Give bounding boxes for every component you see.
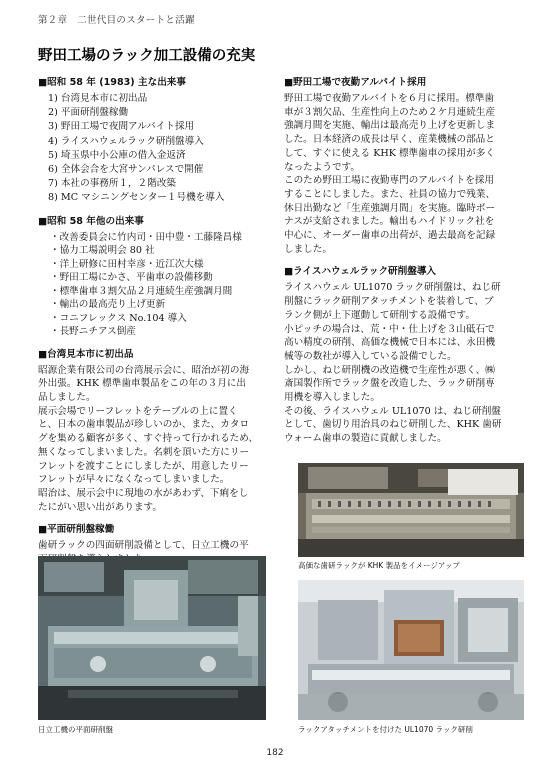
list-item: 4) ライスハウェルラック研削盤導入 bbox=[48, 135, 204, 147]
surface-grinder-caption: 日立工機の平面研削盤 bbox=[38, 725, 113, 734]
text-line: しかし、ねじ研削機の改造機で生産性が悪く、㈱ bbox=[284, 364, 495, 376]
other-events-list bbox=[38, 231, 270, 339]
list-item: 6) 全体会合を大宮サンパレスで開催 bbox=[48, 164, 204, 176]
text-line: 高い精度の研削、高価な機械で日本には、永田機 bbox=[284, 337, 496, 349]
list-item: 2) 平面研削盤稼働 bbox=[48, 107, 129, 119]
list-item: 3) 野田工場で夜間アルバイト採用 bbox=[48, 121, 195, 133]
text-line: 昭源企業有限公司の台湾展示会に、昭治が初の海 bbox=[38, 364, 250, 376]
section-heading-other-events: ■昭和 58 年他の出来事 bbox=[38, 215, 144, 227]
text-line: 品しました。 bbox=[38, 392, 96, 404]
list-item: 1) 台湾見本市に初出品 bbox=[48, 93, 148, 104]
text-line: 昭治は、展示会中に現地の水があわず、下痢をし bbox=[38, 487, 249, 499]
chapter-heading: 第２章 二世代目のスタートと活躍 bbox=[38, 15, 195, 26]
night-staff-paragraph bbox=[284, 92, 512, 256]
taiwan-paragraph bbox=[38, 364, 270, 515]
text-line: 械等の数社が導入している設備でした。 bbox=[284, 350, 457, 362]
list-item: ・長野ニチアス倒産 bbox=[50, 326, 136, 338]
text-line: して、すぐに使える KHK 標準歯車の採用が多く bbox=[284, 147, 495, 159]
list-item: ・野田工場にかさ、平歯車の設備移動 bbox=[50, 272, 213, 284]
text-line: その後、ライスハウェル UL1070 は、ねじ研削盤 bbox=[284, 405, 501, 417]
text-line: 強調月間を実施、輸出は最高売り上げを更新しま bbox=[284, 120, 496, 132]
ul1070-photo bbox=[298, 580, 524, 720]
text-line: 休日出勤など「生産強調月間」を実施。臨時ボー bbox=[284, 202, 496, 214]
reishauer-paragraph bbox=[284, 281, 512, 445]
list-item: ・改善委員会に竹内司・田中豊・工藤隆昌様 bbox=[50, 231, 242, 243]
events-1983-list bbox=[38, 92, 270, 206]
list-item: ・輸出の最高売り上げ更新 bbox=[50, 299, 166, 311]
list-item: ・コニフレックス No.104 導入 bbox=[50, 312, 187, 324]
text-line: 斎国製作所でラック盤を改造した、ラック研削専 bbox=[284, 378, 495, 390]
text-line: 車が３割欠品、生産性向上のため２ケ月連続生産 bbox=[284, 106, 496, 118]
text-line: することにしました。また、社員の協力で残業、 bbox=[284, 188, 496, 200]
text-line: しました。 bbox=[284, 243, 332, 255]
list-item: 7) 本社の事務所１，２階改築 bbox=[48, 178, 177, 190]
text-line: ランク側が上下運動して研削する設備です。 bbox=[284, 309, 475, 321]
list-item: 8) MC マシニングセンター１号機を導入 bbox=[48, 192, 225, 204]
list-item: ・洋上研修に田村幸彦・近江次大様 bbox=[50, 258, 204, 270]
text-line: 削盤にラック研削アタッチメントを装着して、ブ bbox=[284, 296, 494, 308]
section-heading-reishauer: ■ライスハウェルラック研削盤導入 bbox=[284, 266, 437, 278]
text-line: 中心に、オーダー歯車の出荷が、過去最高を記録 bbox=[284, 230, 496, 242]
text-line: した。日本経済の成長は早く、産業機械の部品と bbox=[284, 134, 495, 146]
text-line: と、日本の歯車製品が珍しいのか、また、カタロ bbox=[38, 419, 250, 431]
section-heading-surface-grinder: ■平面研削盤稼働 bbox=[38, 524, 115, 536]
left-column bbox=[38, 76, 270, 567]
right-column bbox=[284, 76, 512, 446]
text-line: このため野田工場に夜勤専門のアルバイトを採用 bbox=[284, 175, 495, 187]
list-item: ・標準歯車３割欠品２月連続生産強調月間 bbox=[50, 285, 233, 297]
ul1070-caption: ラックアタッチメントを付けた UL1070 ラック研削 bbox=[298, 725, 473, 734]
text-line: 野田工場で夜勤アルバイトを６月に採用。標準歯 bbox=[284, 93, 495, 104]
list-item: 5) 埼玉県中小公庫の借入金返済 bbox=[48, 149, 186, 161]
text-line: フレットが早々になくなってしまいました。 bbox=[38, 474, 230, 486]
page-title: 野田工場のラック加工設備の充実 bbox=[38, 48, 256, 64]
section-heading-night-staff: ■野田工場で夜勤アルバイト採用 bbox=[284, 77, 427, 88]
text-line: 展示会場でリーフレットをテーブルの上に置く bbox=[38, 405, 238, 417]
text-line: なったようです。 bbox=[284, 161, 360, 173]
text-line: 無くなってしまいました。名刺を頂いた方にリー bbox=[38, 446, 250, 458]
surface-grinder-photo bbox=[38, 556, 266, 720]
text-line: たにがい思い出があります。 bbox=[38, 501, 162, 513]
text-line: ライスハウェル UL1070 ラック研削盤は、ねじ研 bbox=[284, 282, 501, 294]
section-heading-events-1983: ■昭和 58 年 (1983) 主な出来事 bbox=[38, 77, 186, 88]
text-line: として、歯切り用治具のねじ研削した、KHK 歯研 bbox=[284, 419, 502, 431]
text-line: グを集める顧客が多く、すぐ持って行かれるため、 bbox=[38, 433, 259, 445]
text-line: ウォーム歯車の製造に貢献しました。 bbox=[284, 433, 447, 445]
page-number: 182 bbox=[266, 748, 284, 758]
text-line: 歯研ラックの四面研削設備として、日立工機の平 bbox=[38, 540, 249, 552]
text-line: 小ピッチの場合は、荒・中・仕上げを３山砥石で bbox=[284, 323, 495, 335]
rack-photo bbox=[298, 463, 524, 557]
list-item: ・協力工場説明会 80 社 bbox=[50, 245, 155, 257]
text-line: 用機を導入しました。 bbox=[284, 392, 380, 404]
section-heading-taiwan: ■台湾見本市に初出品 bbox=[38, 348, 134, 360]
text-line: 外出張。KHK 標準歯車製品をこの年の３月に出 bbox=[38, 378, 247, 390]
text-line: フレットを渡すことにしましたが、用意したリー bbox=[38, 460, 249, 472]
rack-photo-caption: 高価な歯研ラックが KHK 製品をイメージアップ bbox=[298, 561, 460, 570]
text-line: ナスが支給されました。輸出もハイドリック社を bbox=[284, 216, 495, 228]
